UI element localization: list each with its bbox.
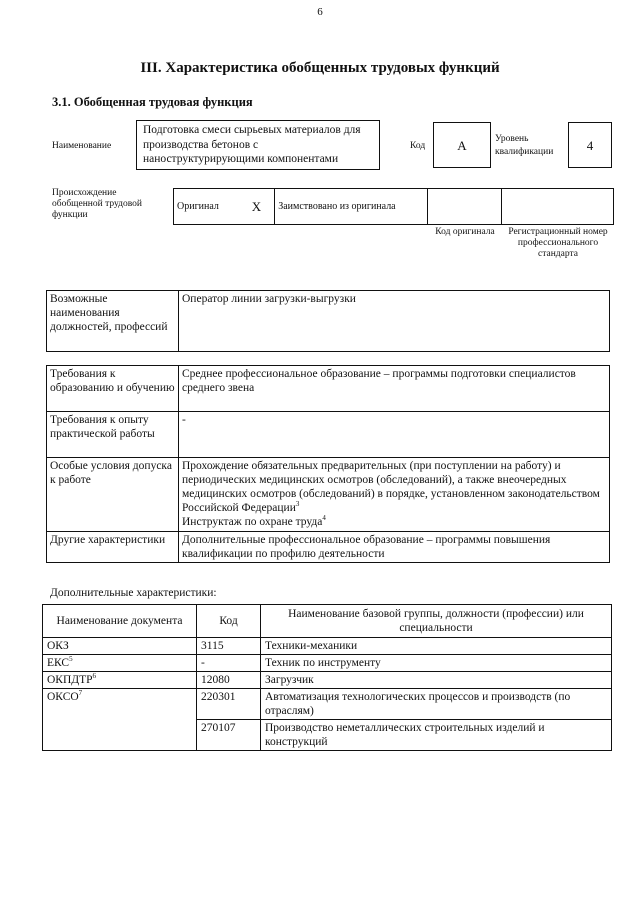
name-label: Наименование bbox=[52, 141, 112, 151]
group-name: Автоматизация технологических процессов и производств (по отраслям) bbox=[261, 689, 612, 720]
borrowed-label: Заимствовано из оригинала bbox=[275, 189, 428, 225]
col-header: Наименование документа bbox=[43, 605, 197, 638]
req-label: Особые условия допуска к работе bbox=[47, 458, 179, 532]
table-row bbox=[43, 655, 612, 672]
group-name: Загрузчик bbox=[261, 672, 612, 689]
positions-value: Оператор линии загрузки-выгрузки bbox=[179, 291, 610, 352]
footnote-ref: 5 bbox=[69, 655, 73, 664]
doc-name: ОКЗ bbox=[47, 640, 69, 652]
col-header: Код bbox=[197, 605, 261, 638]
page-number: 6 bbox=[317, 6, 323, 18]
doc-name: ОКСО bbox=[47, 691, 79, 703]
doc-code: 3115 bbox=[197, 638, 261, 655]
doc-code: - bbox=[197, 655, 261, 672]
footnote-ref: 3 bbox=[295, 500, 300, 509]
req-value: - bbox=[179, 412, 610, 458]
col-header: Наименование базовой группы, должности (профессии) или специальности bbox=[261, 605, 612, 638]
origin-table bbox=[173, 188, 614, 225]
doc-code: 270107 bbox=[197, 720, 261, 751]
req-value-cell bbox=[179, 458, 610, 532]
footnote-ref: 4 bbox=[322, 514, 326, 523]
level-value: 4 bbox=[568, 122, 612, 168]
positions-label: Возможные наименования должностей, профессий bbox=[47, 291, 179, 352]
req-value: Прохождение обязательных предварительных (при поступлении на работу) и периодических медицинских осмотров (обследований), а также внеочередных медицинских осмотров (обследований) в порядке, установленном законодательством Российской Федерации bbox=[182, 460, 600, 514]
name-value: Подготовка смеси сырьевых материалов для производства бетонов с наноструктурирующими компонентами bbox=[136, 120, 380, 170]
additional-table bbox=[42, 604, 612, 751]
group-name: Техник по инструменту bbox=[261, 655, 612, 672]
req-label: Другие характеристики bbox=[47, 532, 179, 563]
doc-name: ОКПДТР bbox=[47, 674, 93, 686]
code-label: Код bbox=[410, 141, 426, 151]
reg-caption: Регистрационный номер профессионального стандарта bbox=[508, 227, 608, 259]
req-label: Требования к образованию и обучению bbox=[47, 366, 179, 412]
req-value-extra: Инструктаж по охране труда bbox=[182, 516, 323, 528]
table-row bbox=[43, 689, 612, 720]
section-title: III. Характеристика обобщенных трудовых функций bbox=[140, 60, 500, 76]
code-caption: Код оригинала bbox=[435, 227, 495, 237]
positions-table bbox=[46, 290, 610, 352]
level-label: Уровень квалификации bbox=[495, 134, 554, 157]
table-row bbox=[43, 638, 612, 655]
additional-title: Дополнительные характеристики: bbox=[50, 587, 217, 599]
group-name: Производство неметаллических строительных изделий и конструкций bbox=[261, 720, 612, 751]
footnote-ref: 7 bbox=[78, 689, 83, 698]
footnote-ref: 6 bbox=[92, 672, 97, 681]
code-value: А bbox=[433, 122, 491, 168]
subsection-title: 3.1. Обобщенная трудовая функция bbox=[52, 95, 253, 109]
req-value: Дополнительные профессиональное образование – программы повышения квалификации по профилю деятельности bbox=[179, 532, 610, 563]
doc-code: 12080 bbox=[197, 672, 261, 689]
original-mark: X bbox=[249, 189, 275, 225]
origin-label: Происхождение обобщенной трудовой функции bbox=[52, 188, 142, 220]
origin-reg-cell bbox=[501, 189, 613, 225]
doc-code: 220301 bbox=[197, 689, 261, 720]
requirements-table bbox=[46, 365, 610, 563]
req-label: Требования к опыту практической работы bbox=[47, 412, 179, 458]
doc-name: ЕКС bbox=[47, 657, 70, 669]
original-label: Оригинал bbox=[174, 189, 249, 225]
origin-code-cell bbox=[428, 189, 502, 225]
req-value: Среднее профессиональное образование – программы подготовки специалистов среднего звена bbox=[179, 366, 610, 412]
table-row bbox=[43, 672, 612, 689]
group-name: Техники-механики bbox=[261, 638, 612, 655]
